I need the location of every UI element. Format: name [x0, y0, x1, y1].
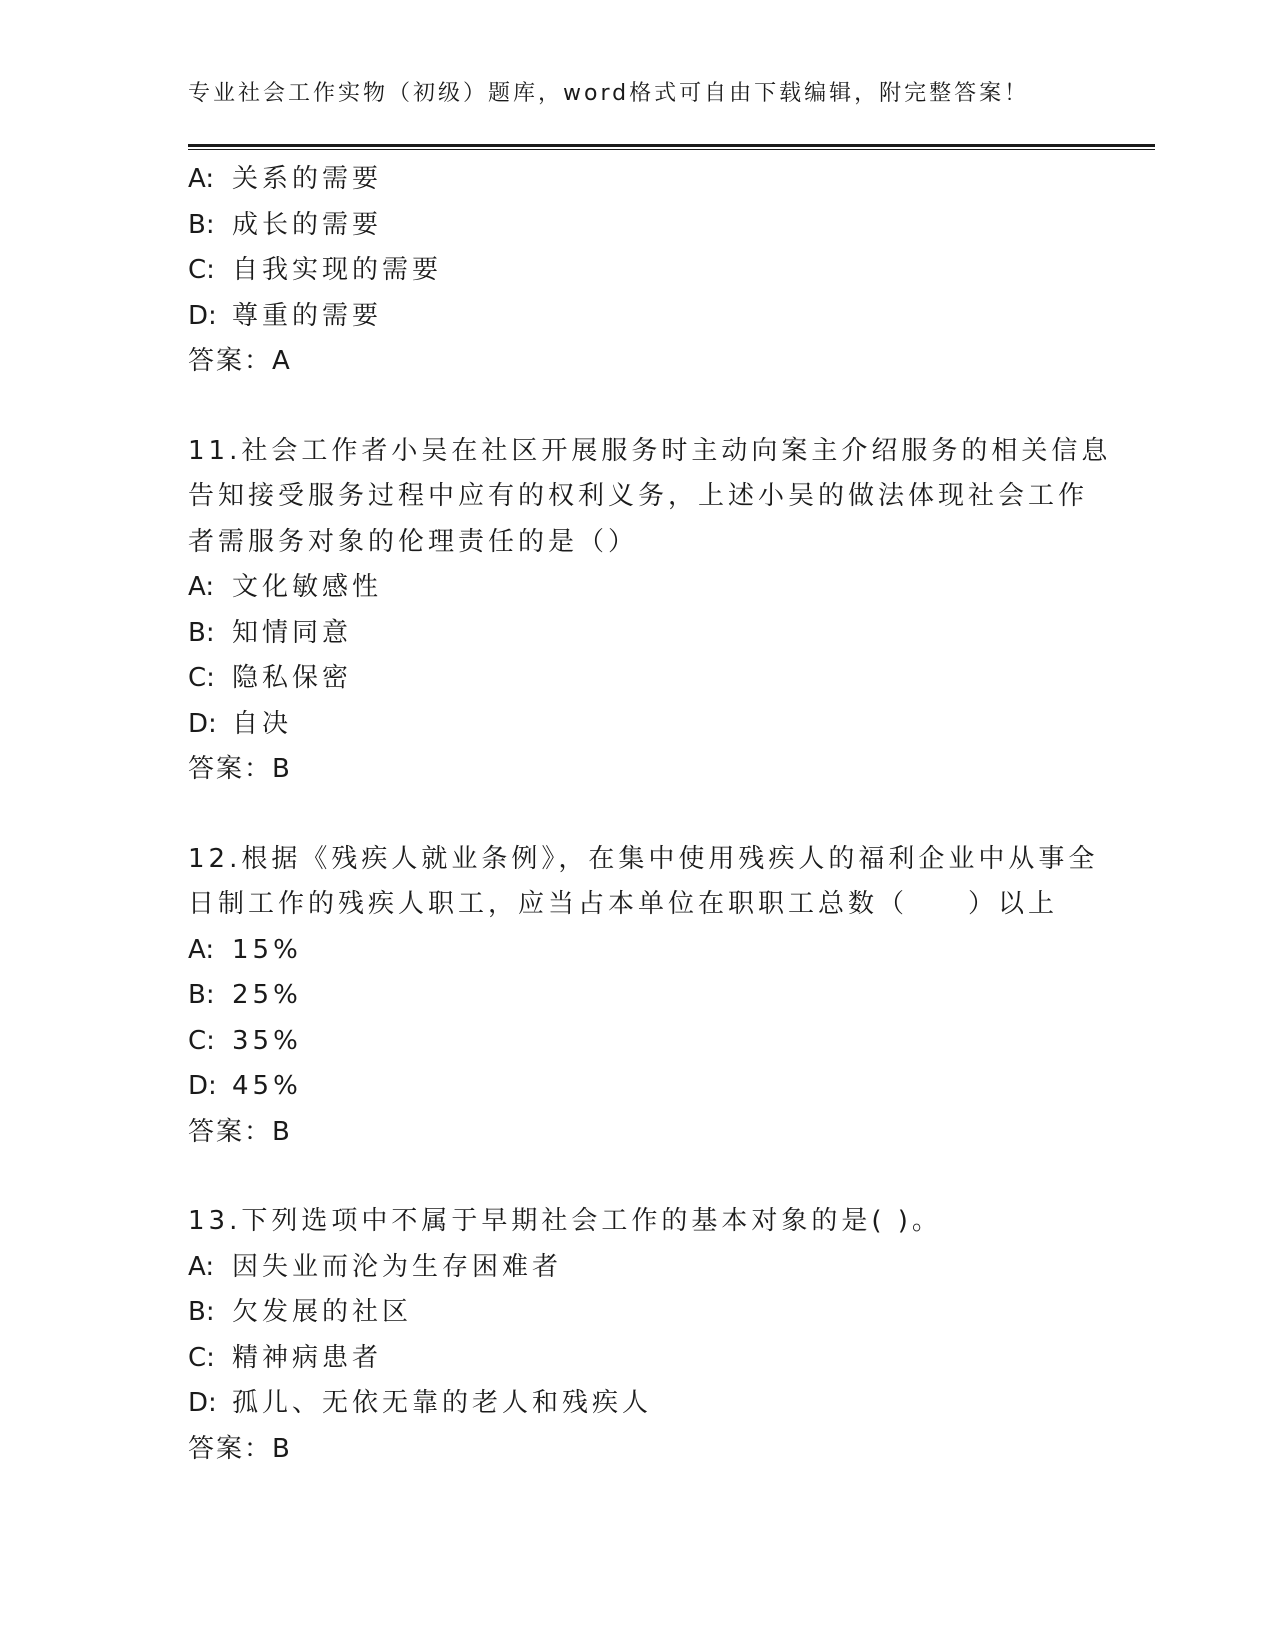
option-text: 35% — [232, 1025, 302, 1056]
option-letter: B: — [188, 209, 215, 240]
answer-key — [188, 1427, 1088, 1473]
block-spacer — [188, 1155, 1088, 1199]
answer-option — [188, 1064, 1088, 1110]
answer-option — [188, 1381, 1088, 1427]
option-text: 隐私保密 — [232, 663, 353, 693]
header-rule-thin — [188, 149, 1155, 150]
option-letter: D: — [188, 1388, 217, 1418]
option-text: 因失业而沦为生存困难者 — [232, 1251, 563, 1282]
question-list — [188, 157, 1112, 1472]
option-letter: C: — [188, 663, 215, 693]
option-letter: B: — [188, 1297, 215, 1327]
answer-option — [188, 565, 1088, 611]
header-rule — [188, 144, 1155, 147]
answer-label: 答案： — [188, 346, 273, 376]
option-letter: D: — [188, 1071, 217, 1101]
option-letter: D: — [188, 300, 217, 331]
option-text: 知情同意 — [232, 617, 353, 648]
answer-option — [188, 1019, 1088, 1065]
option-letter: C: — [188, 1342, 215, 1373]
option-text: 欠发展的社区 — [232, 1297, 413, 1327]
answer-label: 答案： — [188, 754, 273, 784]
answer-value: B — [272, 754, 290, 784]
question-block — [188, 837, 1099, 1156]
question-text-line: 日制工作的残疾人职工，应当占本单位在职职工总数（ ）以上 — [188, 889, 1059, 919]
option-letter: C: — [188, 1025, 215, 1056]
answer-key — [188, 339, 1088, 385]
option-text: 文化敏感性 — [232, 572, 383, 602]
answer-value: B — [272, 1116, 290, 1147]
option-text: 精神病患者 — [232, 1342, 383, 1373]
block-spacer — [188, 793, 1088, 837]
question-text-line: 11.社会工作者小吴在社区开展服务时主动向案主介绍服务的相关信息 — [188, 435, 1112, 466]
option-text: 尊重的需要 — [232, 300, 383, 331]
option-text: 孤儿、无依无靠的老人和残疾人 — [232, 1388, 653, 1418]
answer-option — [188, 702, 1088, 748]
question-block — [188, 1199, 1088, 1472]
option-text: 关系的需要 — [232, 164, 383, 194]
answer-key — [188, 747, 1088, 793]
option-text: 自决 — [232, 708, 293, 739]
page-header: 专业社会工作实物（初级）题库，word格式可自由下载编辑，附完整答案！ — [188, 81, 1030, 106]
option-letter: A: — [188, 1251, 215, 1282]
block-spacer — [188, 385, 1088, 429]
answer-option — [188, 294, 1088, 340]
answer-option — [188, 656, 1088, 702]
answer-option — [188, 1245, 1088, 1291]
answer-value: B — [272, 1433, 290, 1464]
question-block — [188, 157, 1088, 385]
option-letter: B: — [188, 980, 215, 1010]
answer-option — [188, 157, 1088, 203]
option-letter: A: — [188, 934, 215, 965]
question-text-line: 12.根据《残疾人就业条例》，在集中使用残疾人的福利企业中从事全 — [188, 843, 1099, 874]
option-text: 成长的需要 — [232, 209, 383, 240]
option-text: 25% — [232, 980, 302, 1010]
option-letter: C: — [188, 255, 215, 285]
option-letter: A: — [188, 164, 215, 194]
answer-value: A — [272, 346, 290, 376]
option-text: 15% — [232, 934, 302, 965]
answer-label: 答案： — [188, 1433, 273, 1464]
answer-label: 答案： — [188, 1116, 273, 1147]
option-text: 45% — [232, 1071, 302, 1101]
answer-key — [188, 1110, 1088, 1156]
option-letter: A: — [188, 572, 215, 602]
option-letter: B: — [188, 617, 215, 648]
question-text-line: 者需服务对象的伦理责任的是（） — [188, 526, 639, 557]
question-text-line: 13.下列选项中不属于早期社会工作的基本对象的是( )。 — [188, 1206, 942, 1236]
question-block — [188, 429, 1112, 793]
answer-option — [188, 928, 1088, 974]
answer-option — [188, 1336, 1088, 1382]
question-text-line: 告知接受服务过程中应有的权利义务，上述小吴的做法体现社会工作 — [188, 481, 1089, 511]
option-text: 自我实现的需要 — [232, 255, 443, 285]
option-letter: D: — [188, 708, 217, 739]
answer-option — [188, 611, 1088, 657]
answer-option — [188, 1290, 1088, 1336]
answer-option — [188, 973, 1088, 1019]
answer-option — [188, 248, 1088, 294]
answer-option — [188, 203, 1088, 249]
